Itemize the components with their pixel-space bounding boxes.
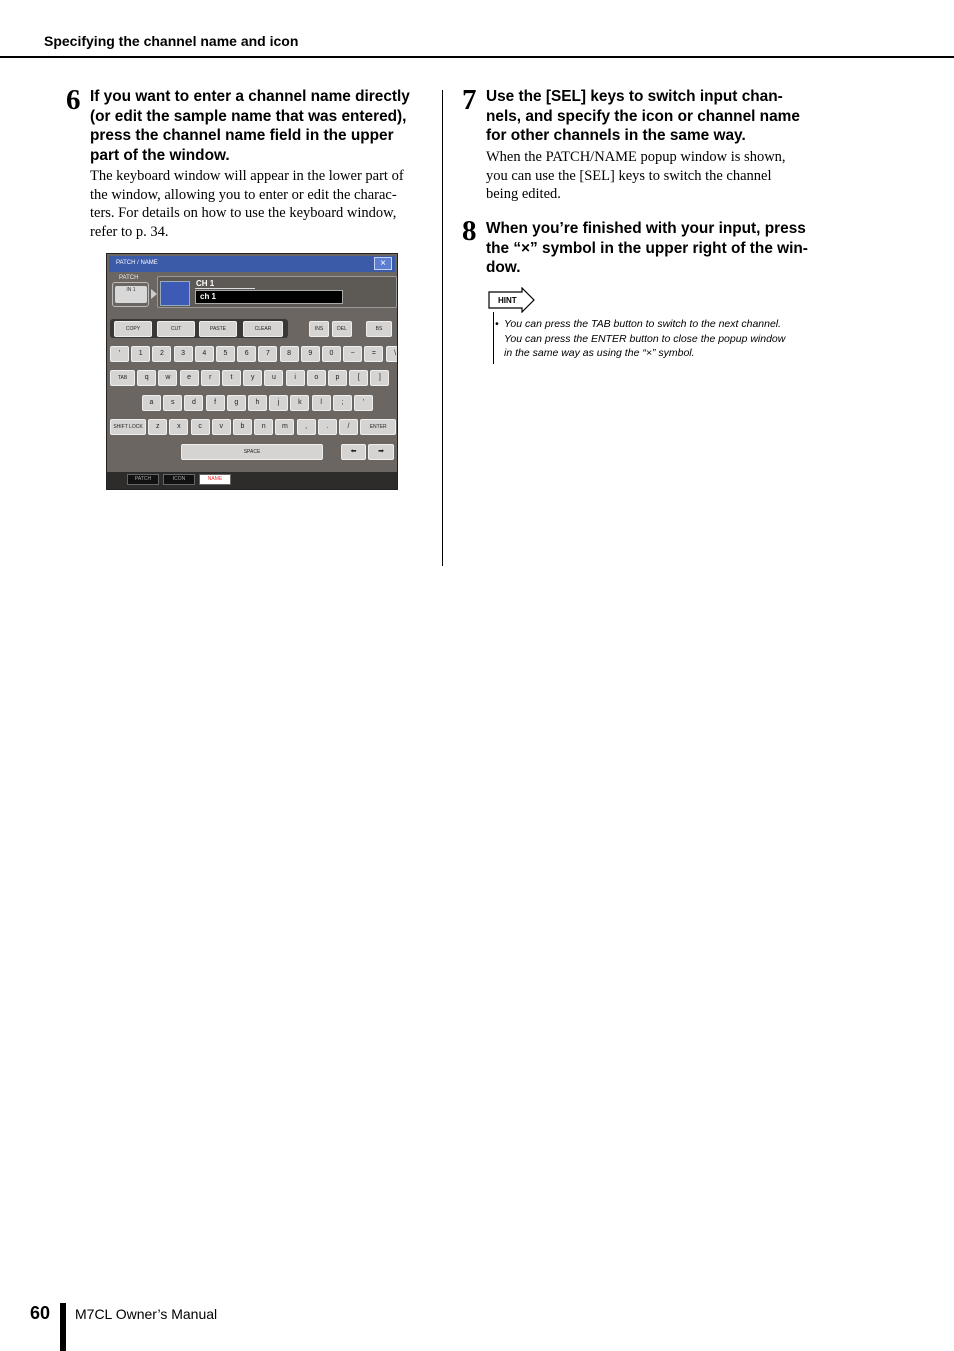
key-row4-5[interactable]: b (233, 419, 252, 435)
key-row4-6[interactable]: n (254, 419, 273, 435)
key-row3-1[interactable]: s (163, 395, 182, 411)
step-8-heading-line: When you’re finished with your input, press (486, 220, 806, 237)
key-row2-3[interactable]: e (180, 370, 199, 386)
paste-key[interactable]: PASTE (199, 321, 237, 337)
step-8-heading-line: dow. (486, 259, 521, 276)
key-row4-0[interactable]: SHIFT LOCK (110, 419, 146, 435)
step-6-heading (90, 87, 430, 165)
ins-key[interactable]: INS (309, 321, 329, 337)
key-row4-2[interactable]: x (169, 419, 188, 435)
arrow-left-key[interactable]: ⬅ (341, 444, 366, 460)
tab-patch[interactable]: PATCH (127, 474, 159, 485)
footer-bar (60, 1303, 66, 1351)
step-6-body-line: ters. For details on how to use the keyboard window, (90, 205, 397, 221)
step-7-heading (486, 87, 831, 146)
key-row1-1[interactable]: 1 (131, 346, 150, 362)
space-key[interactable]: SPACE (181, 444, 323, 460)
channel-label-underline (195, 288, 255, 289)
key-row1-6[interactable]: 6 (237, 346, 256, 362)
step-6-heading-line: part of the window. (90, 146, 230, 164)
key-row4-1[interactable]: z (148, 419, 167, 435)
step-7-heading-line: nels, and specify the icon or channel name (486, 107, 800, 125)
key-row2-12[interactable]: ] (370, 370, 389, 386)
popup-title: PATCH / NAME (116, 260, 158, 266)
step-6-body-line: The keyboard window will appear in the lower part of (90, 168, 404, 184)
key-row4-4[interactable]: v (212, 419, 231, 435)
copy-key[interactable]: COPY (114, 321, 152, 337)
key-row3-3[interactable]: f (206, 395, 225, 411)
step-7-body-line: When the PATCH/NAME popup window is shown, (486, 149, 786, 165)
step-7-body (486, 148, 826, 204)
clear-key[interactable]: CLEAR (243, 321, 283, 337)
step-7-heading-line: Use the [SEL] keys to switch input chan- (486, 88, 783, 105)
key-row3-0[interactable]: a (142, 395, 161, 411)
step-7-heading-line: for other channels in the same way. (486, 127, 746, 144)
channel-icon[interactable] (160, 281, 190, 306)
key-row2-5[interactable]: t (222, 370, 241, 386)
tab-icon[interactable]: ICON (163, 474, 195, 485)
key-row1-11[interactable]: − (343, 346, 362, 362)
key-row1-8[interactable]: 8 (280, 346, 299, 362)
key-row1-7[interactable]: 7 (258, 346, 277, 362)
key-row3-5[interactable]: h (248, 395, 267, 411)
key-row1-3[interactable]: 3 (174, 346, 193, 362)
hint-arrow-icon (488, 287, 538, 313)
step-8-number: 8 (462, 215, 477, 247)
key-row4-10[interactable]: / (339, 419, 358, 435)
manual-title: M7CL Owner’s Manual (75, 1306, 218, 1322)
key-row3-9[interactable]: ; (333, 395, 352, 411)
hint-bullet: • (495, 318, 499, 330)
popup-titlebar (109, 256, 395, 272)
running-header: Specifying the channel name and icon (44, 33, 299, 49)
key-row1-9[interactable]: 9 (301, 346, 320, 362)
patch-button[interactable]: IN 1 (115, 286, 147, 303)
page-number: 60 (30, 1303, 51, 1323)
key-row4-7[interactable]: m (275, 419, 294, 435)
key-row2-9[interactable]: o (307, 370, 326, 386)
header-rule (0, 56, 954, 58)
key-row2-8[interactable]: i (286, 370, 305, 386)
key-row1-0[interactable]: ' (110, 346, 129, 362)
hint-label: HINT (498, 296, 517, 305)
step-6-body-line: the window, allowing you to enter or edit the charac- (90, 186, 397, 203)
channel-label: CH 1 (196, 279, 215, 288)
step-6-body (90, 167, 430, 241)
key-row3-10[interactable]: ' (354, 395, 373, 411)
hint-line: in the same way as using the “×” symbol. (504, 347, 695, 359)
hint-text (495, 317, 824, 361)
hint-line: You can press the TAB button to switch to the next channel. (504, 318, 782, 330)
hint-rule (493, 312, 494, 364)
step-6-body-line: refer to p. 34. (90, 223, 169, 240)
del-key[interactable]: DEL (332, 321, 352, 337)
key-row1-10[interactable]: 0 (322, 346, 341, 362)
key-row1-12[interactable]: = (364, 346, 383, 362)
key-row3-8[interactable]: l (312, 395, 331, 411)
key-row2-11[interactable]: [ (349, 370, 368, 386)
step-6-number: 6 (66, 84, 81, 116)
key-row3-2[interactable]: d (184, 395, 203, 411)
bs-key[interactable]: BS (366, 321, 392, 337)
cut-key[interactable]: CUT (157, 321, 195, 337)
key-row4-9[interactable]: . (318, 419, 337, 435)
key-row2-6[interactable]: y (243, 370, 262, 386)
patch-label: PATCH (119, 275, 139, 281)
key-row3-6[interactable]: j (269, 395, 288, 411)
step-7-body-line: you can use the [SEL] keys to switch the channel (486, 167, 772, 184)
key-row2-0[interactable]: TAB (110, 370, 135, 386)
key-row1-4[interactable]: 4 (195, 346, 214, 362)
key-row2-4[interactable]: r (201, 370, 220, 386)
key-row3-4[interactable]: g (227, 395, 246, 411)
close-button[interactable]: × (374, 257, 392, 270)
step-6-heading-line: (or edit the sample name that was entered), (90, 107, 407, 125)
step-8-heading-line: the “×” symbol in the upper right of the win- (486, 239, 808, 257)
hint-line: You can press the ENTER button to close the popup window (504, 332, 786, 345)
step-7-body-line: being edited. (486, 186, 561, 202)
step-6-heading-line: If you want to enter a channel name directly (90, 88, 410, 105)
key-row4-11[interactable]: ENTER (360, 419, 396, 435)
key-row2-10[interactable]: p (328, 370, 347, 386)
step-8-heading (486, 219, 831, 278)
key-row4-3[interactable]: c (191, 419, 210, 435)
key-row2-7[interactable]: u (264, 370, 283, 386)
tab-name[interactable]: NAME (199, 474, 231, 485)
arrow-right-key[interactable]: ➡ (368, 444, 394, 460)
column-divider (442, 90, 443, 566)
key-row4-8[interactable]: , (297, 419, 316, 435)
key-row1-13[interactable]: \ (386, 346, 398, 362)
channel-name-field[interactable]: ch 1 (195, 290, 343, 304)
step-6-heading-line: press the channel name field in the upper (90, 127, 394, 144)
patch-name-screenshot (106, 253, 398, 490)
step-7-number: 7 (462, 84, 477, 116)
key-row1-5[interactable]: 5 (216, 346, 235, 362)
key-row2-2[interactable]: w (158, 370, 177, 386)
key-row2-1[interactable]: q (137, 370, 156, 386)
key-row3-7[interactable]: k (290, 395, 309, 411)
key-row1-2[interactable]: 2 (152, 346, 171, 362)
